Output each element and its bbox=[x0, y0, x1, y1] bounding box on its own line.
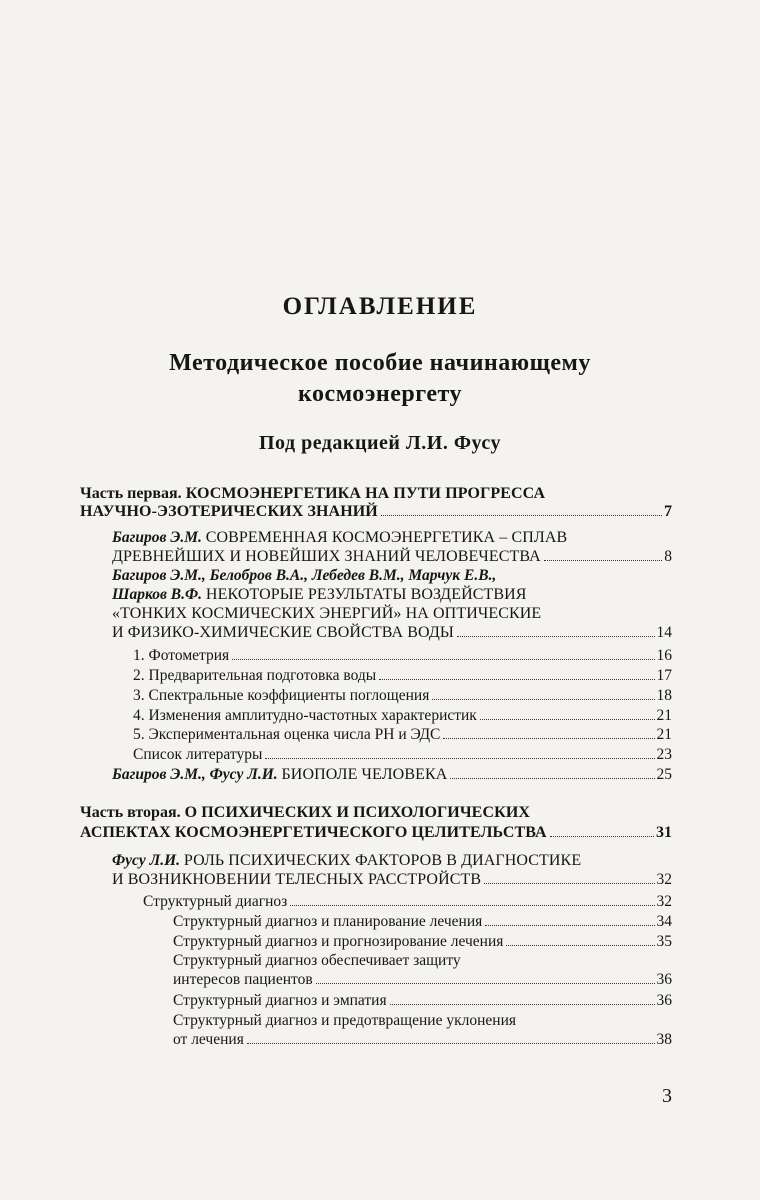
toc-entry-1: Багиров Э.М. СОВРЕМЕННАЯ КОСМОЭНЕРГЕТИКА – СПЛАВ bbox=[112, 529, 568, 546]
toc-subentry: Структурный диагноз 32 bbox=[143, 893, 672, 910]
toc-part-1-heading: Часть первая. КОСМОЭНЕРГЕТИКА НА ПУТИ ПРОГРЕССА bbox=[80, 485, 546, 502]
editor-line: Под редакцией Л.И. Фусу bbox=[258, 432, 502, 454]
toc-subentry: Структурный диагноз и предотвращение уклонения bbox=[173, 1012, 516, 1029]
toc-subentry: Структурный диагноз обеспечивает защиту bbox=[173, 952, 461, 969]
toc-subentry: Структурный диагноз и прогнозирование лечения 35 bbox=[173, 933, 672, 950]
toc-subentry: 2. Предварительная подготовка воды 17 bbox=[133, 667, 672, 684]
toc-subentry: Структурный диагноз и эмпатия 36 bbox=[173, 992, 672, 1009]
toc-entry-2-cont2: И ФИЗИКО-ХИМИЧЕСКИЕ СВОЙСТВА ВОДЫ 14 bbox=[112, 624, 672, 641]
toc-subentry: Список литературы 23 bbox=[133, 746, 672, 763]
page-title: ОГЛАВЛЕНИЕ bbox=[282, 293, 478, 320]
toc-subentry-cont: от лечения 38 bbox=[173, 1031, 672, 1048]
toc-subentry: 1. Фотометрия 16 bbox=[133, 647, 672, 664]
toc-part-2-heading-cont: АСПЕКТАХ КОСМОЭНЕРГЕТИЧЕСКОГО ЦЕЛИТЕЛЬСТВА 31 bbox=[80, 824, 672, 841]
toc-subentry-cont: интересов пациентов 36 bbox=[173, 971, 672, 988]
toc-part-2-heading: Часть вторая. О ПСИХИЧЕСКИХ И ПСИХОЛОГИЧЕСКИХ bbox=[80, 804, 531, 821]
toc-entry-4: Фусу Л.И. РОЛЬ ПСИХИЧЕСКИХ ФАКТОРОВ В ДИАГНОСТИКЕ bbox=[112, 852, 582, 869]
toc-entry-2-cont: «ТОНКИХ КОСМИЧЕСКИХ ЭНЕРГИЙ» НА ОПТИЧЕСКИЕ bbox=[112, 605, 542, 622]
toc-subentry: 4. Изменения амплитудно-частотных характеристик 21 bbox=[133, 707, 672, 724]
toc-entry-2-authors: Багиров Э.М., Белобров В.А., Лебедев В.М., Марчук Е.В., bbox=[112, 567, 497, 584]
toc-entry-2: Шарков В.Ф. НЕКОТОРЫЕ РЕЗУЛЬТАТЫ ВОЗДЕЙСТВИЯ bbox=[112, 586, 527, 603]
page-number: 3 bbox=[662, 1085, 672, 1107]
toc-part-1-heading-cont: НАУЧНО-ЭЗОТЕРИЧЕСКИХ ЗНАНИЙ 7 bbox=[80, 503, 672, 520]
toc-entry-4-cont: И ВОЗНИКНОВЕНИИ ТЕЛЕСНЫХ РАССТРОЙСТВ 32 bbox=[112, 871, 672, 888]
toc-subentry: 3. Спектральные коэффициенты поглощения 18 bbox=[133, 687, 672, 704]
toc-subentry: Структурный диагноз и планирование лечения 34 bbox=[173, 913, 672, 930]
book-subtitle: Методическое пособие начинающему космоэнергету bbox=[169, 350, 591, 407]
toc-page-number: 7 bbox=[664, 503, 672, 520]
toc-entry-1-cont: ДРЕВНЕЙШИХ И НОВЕЙШИХ ЗНАНИЙ ЧЕЛОВЕЧЕСТВА 8 bbox=[112, 548, 672, 565]
toc-entry-3: Багиров Э.М., Фусу Л.И. БИОПОЛЕ ЧЕЛОВЕКА 25 bbox=[112, 766, 672, 783]
toc-subentry: 5. Экспериментальная оценка числа РН и ЭДС 21 bbox=[133, 726, 672, 743]
